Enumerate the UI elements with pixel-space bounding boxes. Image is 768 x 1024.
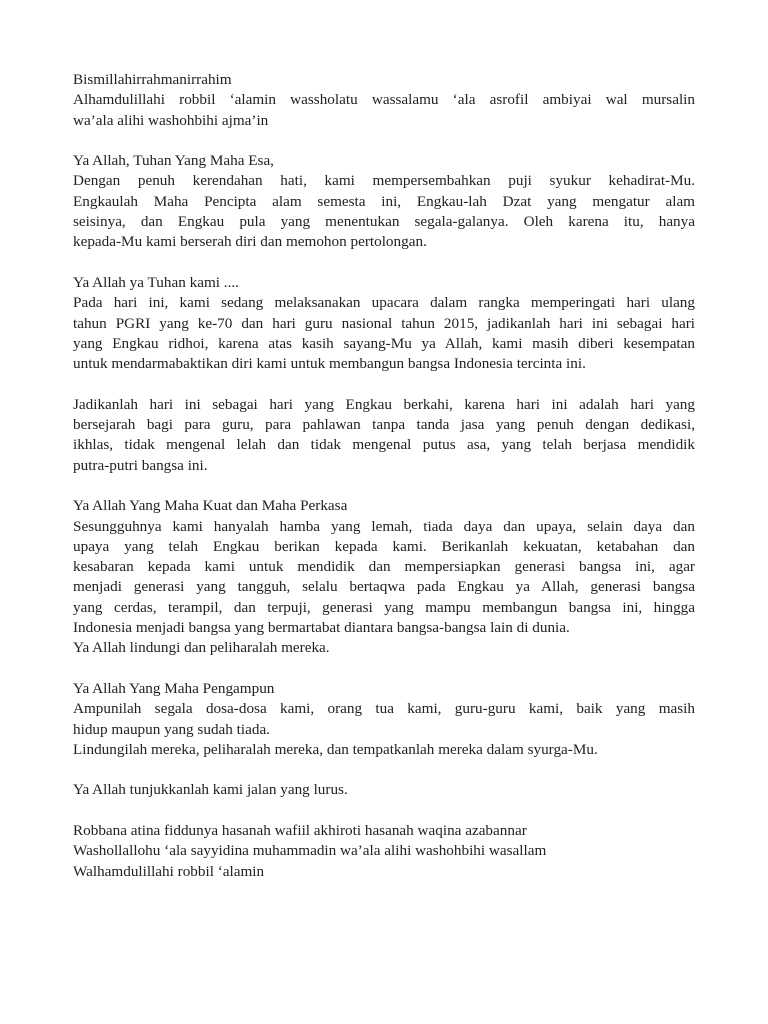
text-line: Ya Allah tunjukkanlah kami jalan yang lurus. (73, 781, 348, 799)
text-line: Ya Allah ya Tuhan kami .... (73, 273, 239, 291)
text-line: seisinya, dan Engkau pula yang menentukan segala-galanya. Oleh karena itu, hanya (73, 213, 695, 231)
paragraph (73, 821, 695, 882)
text-line: bersejarah bagi para guru, para pahlawan tanpa tanda jasa yang penuh dengan dedikasi, (73, 416, 695, 434)
text-line: ikhlas, tidak mengenal lelah dan tidak mengenal putus asa, yang telah berjasa mendidik (73, 436, 695, 454)
text-line: Ya Allah lindungi dan peliharalah mereka. (73, 639, 330, 657)
text-line: Washollallohu ‘ala sayyidina muhammadin wa’ala alihi washohbihi wasallam (73, 842, 547, 860)
text-line: Pada hari ini, kami sedang melaksanakan upacara dalam rangka memperingati hari ulang (73, 294, 695, 312)
paragraph (73, 273, 695, 374)
text-line: yang Engkau ridhoi, karena atas kasih sayang-Mu ya Allah, kami masih diberi kesempatan (73, 334, 695, 352)
text-line: kesabaran kepada kami untuk mendidik dan mempersiapkan generasi bangsa ini, agar (73, 558, 695, 576)
paragraph (73, 679, 695, 760)
text-line: kepada-Mu kami berserah diri dan memohon pertolongan. (73, 233, 427, 251)
text-line: untuk mendarmabaktikan diri kami untuk membangun bangsa Indonesia tercinta ini. (73, 355, 586, 373)
text-line: Dengan penuh kerendahan hati, kami mempersembahkan puji syukur kehadirat-Mu. (73, 172, 695, 190)
text-line: Jadikanlah hari ini sebagai hari yang Engkau berkahi, karena hari ini adalah hari yang (73, 395, 695, 413)
text-line: Lindungilah mereka, peliharalah mereka, dan tempatkanlah mereka dalam syurga-Mu. (73, 740, 598, 758)
text-line: Alhamdulillahi robbil ‘alamin wassholatu wassalamu ‘ala asrofil ambiyai wal mursalin (73, 91, 695, 109)
text-line: menjadi generasi yang tangguh, selalu bertaqwa pada Engkau ya Allah, generasi bangsa (73, 578, 695, 596)
paragraph (73, 151, 695, 252)
text-line: Walhamdulillahi robbil ‘alamin (73, 862, 265, 880)
text-line: Sesungguhnya kami hanyalah hamba yang lemah, tiada daya dan upaya, selain daya dan (73, 517, 695, 535)
text-line: Engkaulah Maha Pencipta alam semesta ini, Engkau-lah Dzat yang mengatur alam (73, 192, 695, 210)
text-line: upaya yang telah Engkau berikan kepada kami. Berikanlah kekuatan, ketabahan dan (73, 537, 695, 555)
paragraph (73, 496, 695, 658)
text-line: putra-putri bangsa ini. (73, 456, 208, 474)
text-line: Ya Allah Yang Maha Kuat dan Maha Perkasa (73, 497, 348, 515)
text-line: Ya Allah, Tuhan Yang Maha Esa, (73, 152, 274, 170)
text-line: Ya Allah Yang Maha Pengampun (73, 679, 275, 697)
text-line: yang cerdas, terampil, dan terpuji, generasi yang mampu membangun bangsa ini, hingga (73, 598, 695, 616)
document-body (73, 70, 695, 882)
text-line: hidup maupun yang sudah tiada. (73, 720, 270, 738)
paragraph (73, 70, 695, 131)
text-line: Indonesia menjadi bangsa yang bermartabat diantara bangsa-bangsa lain di dunia. (73, 619, 570, 637)
paragraph (73, 780, 695, 800)
text-line: tahun PGRI yang ke-70 dan hari guru nasional tahun 2015, jadikanlah hari ini sebagai hari (73, 314, 695, 332)
text-line: wa’ala alihi washohbihi ajma’in (73, 111, 269, 129)
text-line: Bismillahirrahmanirrahim (73, 71, 232, 88)
paragraph (73, 395, 695, 476)
text-line: Robbana atina fiddunya hasanah wafiil akhiroti hasanah waqina azabannar (73, 821, 527, 839)
text-line: Ampunilah segala dosa-dosa kami, orang tua kami, guru-guru kami, baik yang masih (73, 700, 695, 718)
